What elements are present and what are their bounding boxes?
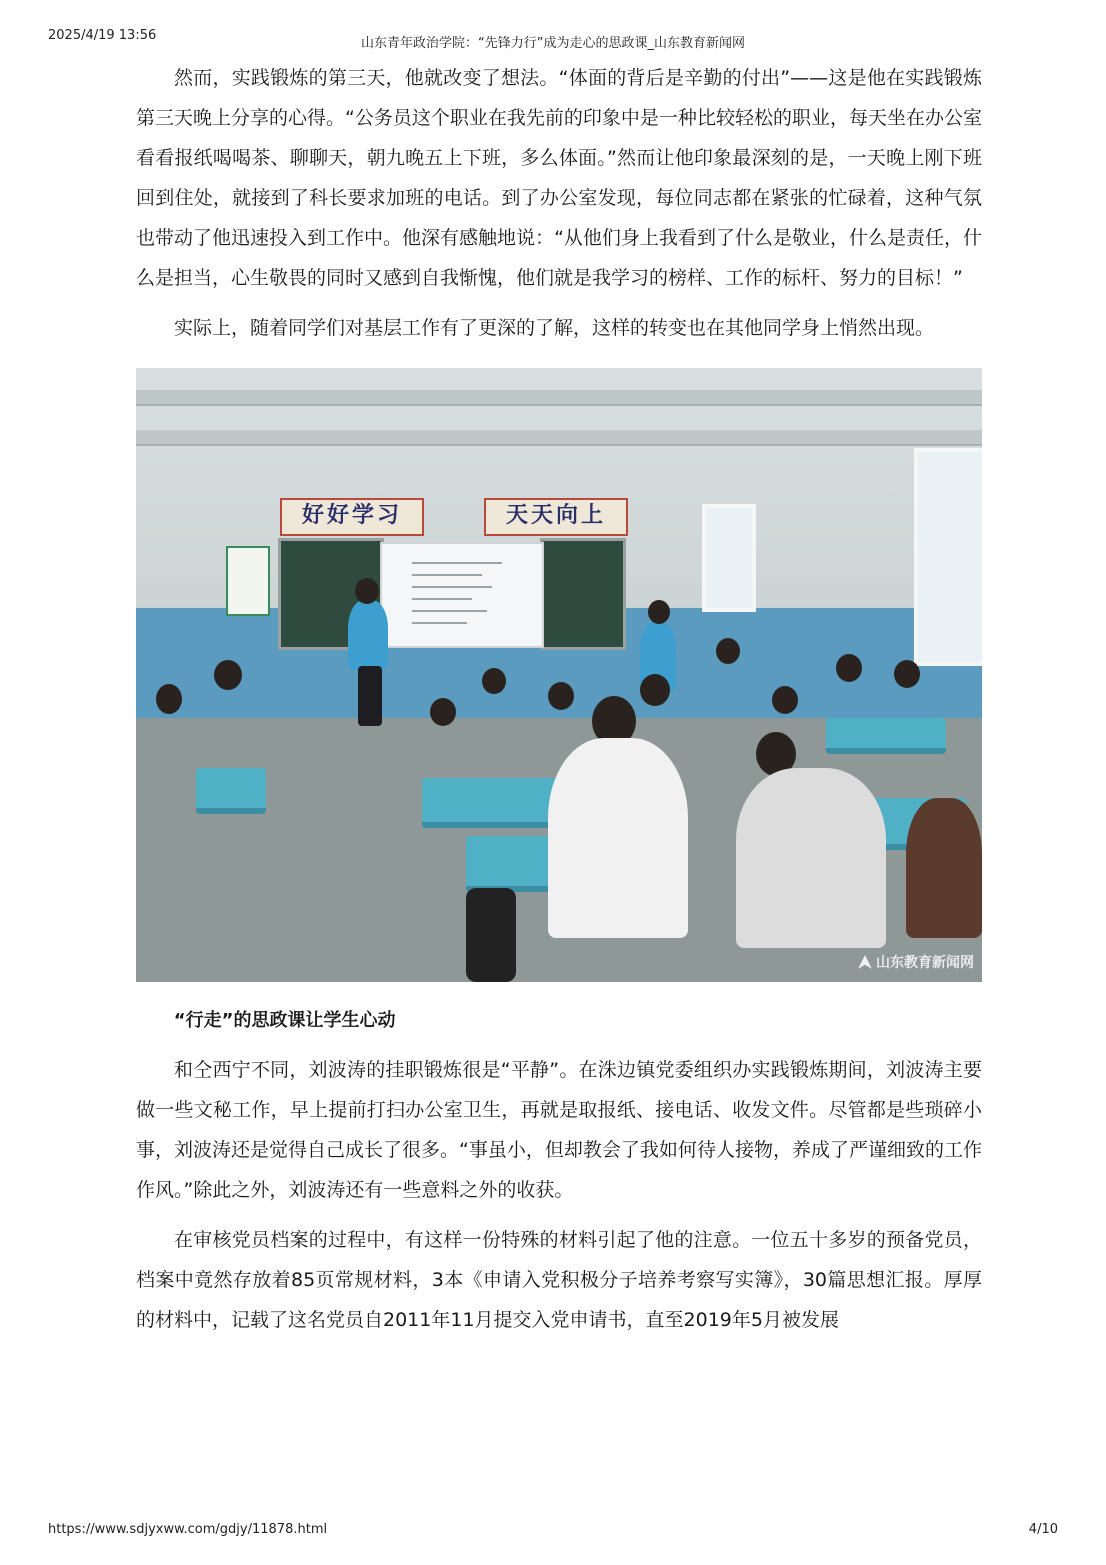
photo-student-head xyxy=(214,660,242,690)
photo-banner-left: 好好学习 xyxy=(280,498,424,536)
photo-student-head xyxy=(156,684,182,714)
photo-projection-screen xyxy=(380,542,544,648)
photo-student-head xyxy=(836,654,862,682)
article-paragraph: 实际上，随着同学们对基层工作有了更深的了解，这样的转变也在其他同学身上悄然出现。 xyxy=(174,317,935,339)
news-logo-icon xyxy=(858,955,872,969)
article-body xyxy=(136,58,982,1350)
photo-desk xyxy=(196,768,266,814)
print-page-indicator: 4/10 xyxy=(1028,1522,1058,1537)
photo-presenter-head xyxy=(355,578,379,604)
photo-ceiling-beam xyxy=(136,430,982,446)
screen-text-line xyxy=(412,598,472,600)
article-subheading: “行走”的思政课让学生心动 xyxy=(173,1010,396,1031)
photo-presenter xyxy=(348,600,388,670)
photo-banner-right: 天天向上 xyxy=(484,498,628,536)
screen-text-line xyxy=(412,622,467,624)
photo-eye-chart xyxy=(226,546,270,616)
print-footer xyxy=(48,1522,1058,1542)
article-paragraph: 然而，实践锻炼的第三天，他就改变了想法。“体面的背后是辛勤的付出”——这是他在实践锻炼第三天晚上分享的心得。“公务员这个职业在我先前的印象中是一种比较轻松的职业，每天坐在办公室看看报纸喝喝茶、聊聊天，朝九晚五上下班，多么体面。”然而让他印象最深刻的是，一天晚上刚下班回到住处，就接到了科长要求加班的电话。到了办公室发现，每位同志都在紧张的忙碌着，这种气氛也带动了他迅速投入到工作中。他深有感触地说：“从他们身上我看到了什么是敬业，什么是责任，什么是担当，心生敬畏的同时又感到自我惭愧，他们就是我学习的榜样、工作的标杆、努力的目标！” xyxy=(136,67,982,289)
photo-student-head xyxy=(430,698,456,726)
photo-student-head xyxy=(482,668,506,694)
photo-student-head xyxy=(772,686,798,714)
photo-window xyxy=(914,448,982,666)
photo-watermark-text: 山东教育新闻网 xyxy=(876,955,974,971)
screen-text-line xyxy=(412,574,482,576)
screen-text-line xyxy=(412,610,487,612)
print-page-title: 山东青年政治学院：“先锋力行”成为走心的思政课_山东教育新闻网 xyxy=(361,36,745,51)
print-datetime: 2025/4/19 13:56 xyxy=(48,28,157,43)
print-header xyxy=(48,28,1058,51)
photo-assistant-head xyxy=(648,600,670,624)
screen-text-line xyxy=(412,562,502,564)
photo-student-front xyxy=(548,738,688,938)
photo-watermark xyxy=(858,952,974,972)
photo-desk xyxy=(826,718,946,754)
photo-student-front xyxy=(736,768,886,948)
photo-blackboard xyxy=(540,538,626,650)
photo-window xyxy=(702,504,756,612)
photo-backpack xyxy=(466,888,516,982)
photo-student-side xyxy=(906,798,982,938)
photo-student-head xyxy=(894,660,920,688)
photo-ceiling-beam xyxy=(136,390,982,406)
photo-presenter-legs xyxy=(358,666,382,726)
screen-text-line xyxy=(412,586,492,588)
photo-student-head xyxy=(716,638,740,664)
classroom-photo xyxy=(136,368,982,982)
article-paragraph: 和仝西宁不同，刘波涛的挂职锻炼很是“平静”。在洙边镇党委组织办实践锻炼期间，刘波涛主要做一些文秘工作，早上提前打扫办公室卫生，再就是取报纸、接电话、收发文件。尽管都是些琐碎小事，刘波涛还是觉得自己成长了很多。“事虽小，但却教会了我如何待人接物，养成了严谨细致的工作作风。”除此之外，刘波涛还有一些意料之外的收获。 xyxy=(136,1059,982,1201)
print-source-url[interactable]: https://www.sdjyxww.com/gdjy/11878.html xyxy=(48,1522,328,1537)
photo-student-head xyxy=(640,674,670,706)
article-paragraph: 在审核党员档案的过程中，有这样一份特殊的材料引起了他的注意。一位五十多岁的预备党员，档案中竟然存放着85页常规材料，3本《申请入党积极分子培养考察写实簿》，30篇思想汇报。厚厚的材料中，记载了这名党员自2011年11月提交入党申请书，直至2019年5月被发展 xyxy=(136,1229,982,1331)
photo-student-head xyxy=(548,682,574,710)
